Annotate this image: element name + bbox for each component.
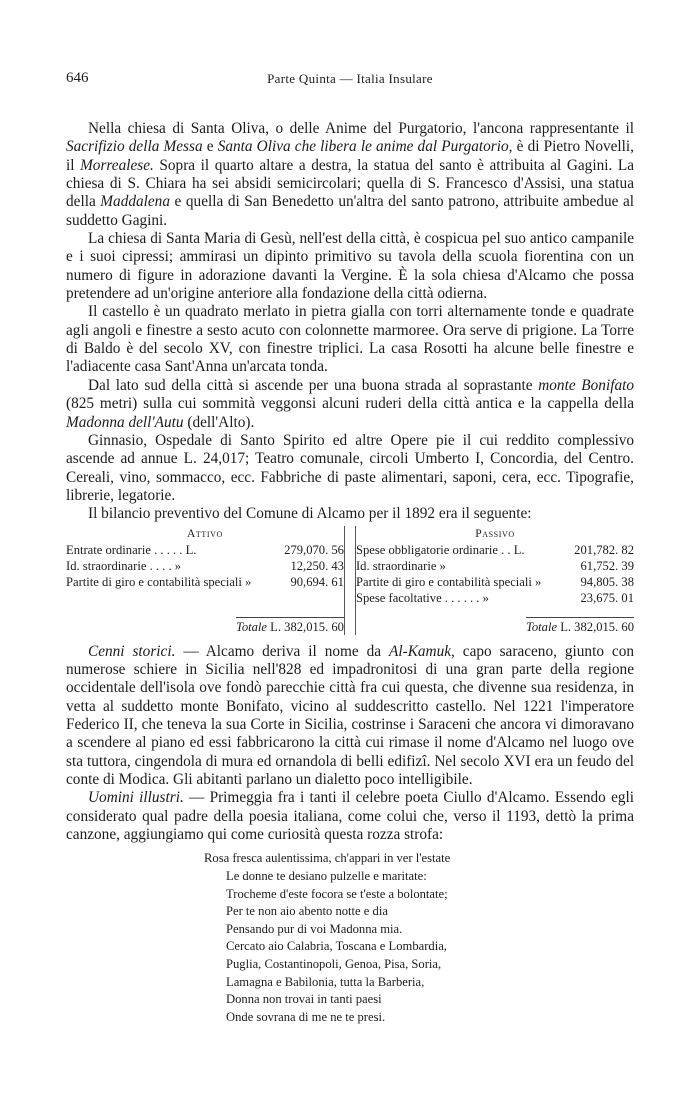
poem-line: Le donne te desiano pulzelle e maritate: [226,868,427,883]
passivo-label: Partite di giro e contabilità speciali » [355,574,542,589]
passivo-label: Spese facoltative . . . . . . » [355,590,489,605]
passivo-header: Passivo [475,527,515,540]
passivo-label: Spese obbligatorie ordinarie . . L. [355,542,525,557]
attivo-value: 12,250. 43 [290,558,344,573]
bilancio-row [66,574,634,590]
attivo-value [276,590,344,610]
bilancio-total-row [66,610,634,635]
paragraph-bilancio-intro: Il bilancio preventivo del Comune di Alcamo per il 1892 era il seguente: [88,505,532,523]
poem-line: Donna non trovai in tanti paesi [226,992,382,1007]
passivo-value: 94,805. 38 [580,574,634,589]
passivo-label: Id. straordinarie » [355,558,446,573]
poem-line: Per te non aio abento notte e dia [226,904,388,919]
paragraph-uomini-illustri: Uomini illustri. — Primeggia fra i tanti il celebre poeta Ciullo d'Alcamo. Essendo egli considerato qual padre della poesia italiana, come colui che, verso il 1193, dettò la prima canzone, aggiungiamo qui come curiosità questa rozza strofa: [66,789,635,843]
paragraph-cenni-storici: Cenni storici. — Alcamo deriva il nome da Al-Kamuk, capo saraceno, giunto con numerose schiere in Sicilia nell'828 ed impadronitosi di una gran parte della regione occidentale dell'isola ove fondò parecchie città fra cui questa, che divenne sua residenza, in vetta al suddetto monte Bonifato, vicino al suddescritto castello. Nel 1221 l'imperatore Federico II, che teneva la sua Corte in Sicilia, costrinse i Saraceni che ancora vi dimoravano a scendere al piano ed essi fabbricarono la città cui rimase il nome d'Alcamo nel luogo ove sta tuttora, cingendola di mura ed ornandola di belli edifizî. Nel secolo XVI era un feudo del conte di Modica. Gli abitanti parlano un dialetto poco intelligibile. [66,642,634,788]
page-body [66,120,634,1026]
poem-line: Trocheme d'este focora se t'este a bolontate; [226,886,448,901]
poem-line: Lamagna e Babilonia, tutta la Barberia, [226,974,425,989]
poem-line: Onde sovrana di me ne te presi. [226,1009,386,1024]
passivo-value: 61,752. 39 [580,558,634,573]
attivo-header: Attivo [187,527,223,540]
attivo-value: 279,070. 56 [284,542,344,557]
poem [204,850,634,1026]
bilancio-header-row [66,526,634,542]
bilancio-row [66,542,634,558]
poem-line: Rosa fresca aulentissima, ch'appari in ver l'estate [204,851,451,866]
poem-line: Puglia, Costantinopoli, Genoa, Pisa, Soria, [226,956,442,971]
passivo-total: Totale L. 382,015. 60 [355,610,634,635]
attivo-label: Id. straordinarie . . . . » [66,558,182,573]
paragraph-monte-bonifato: Dal lato sud della città si ascende per una buona strada al soprastante monte Bonifato (825 metri) sulla cui sommità veggonsi alcuni ruderi della città antica e la cappella della Madonna dell'Autu (dell'Alto). [66,376,634,431]
passivo-value: 201,782. 82 [574,542,634,557]
attivo-label: Entrate ordinarie . . . . . L. [66,542,197,557]
paragraph-santa-oliva: Nella chiesa di Santa Oliva, o delle Anime del Purgatorio, l'ancona rappresentante il Sacrifizio della Messa e Santa Oliva che libera le anime dal Purgatorio, è di Pietro Novelli, il Morrealese. Sopra il quarto altare a destra, la statua del santo è attribuita al Gagini. La chiesa di S. Chiara ha sei absidi semicircolari; quella di S. Francesco d'Assisi, una statua della Maddalena e quella di San Benedetto un'altra del santo patrono, attribuite ambedue al suddetto Gagini. [66,120,634,229]
bilancio-row [66,558,634,574]
poem-line: Pensando pur di voi Madonna mia. [226,921,403,936]
running-title: Parte Quinta — Italia Insulare [267,71,433,86]
page-number: 646 [66,70,89,86]
attivo-total: Totale L. 382,015. 60 [66,610,344,635]
passivo-value: 23,675. 01 [580,590,634,605]
attivo-label [66,590,276,610]
paragraph-castello: Il castello è un quadrato merlato in pietra gialla con torri alternamente tonde e quadrate agli angoli e finestre a sesto acuto con colonnette marmoree. Ora serve di prigione. La Torre di Baldo è del secolo XV, con finestre triplici. La casa Rosotti ha alcune belle finestre e l'adiacente casa Sant'Anna un'arcata tonda. [66,303,634,376]
attivo-label: Partite di giro e contabilità speciali » [66,574,252,589]
paragraph-santa-maria: La chiesa di Santa Maria di Gesù, nell'est della città, è cospicua pel suo antico campanile e i suoi cipressi; ammirasi un dipinto primitivo su tavola della scuola fiorentina con un numero di figure in adorazione davanti la Vergine. È la sola chiesa d'Alcamo che possa pretendere ad un'origine anteriore alla fondazione della città odierna. [66,230,634,303]
bilancio-table [66,526,634,635]
column-separator [344,526,355,542]
attivo-value: 90,694. 61 [290,574,344,589]
paragraph-ginnasio: Ginnasio, Ospedale di Santo Spirito ed altre Opere pie il cui reddito complessivo ascende ad annue L. 24,017; Teatro comunale, circoli Umberto I, Concordia, del Centro. Cereali, vino, sommacco, ecc. Fabbriche di paste alimentari, saponi, cera, ecc. Tipografie, librerie, legatorie. [66,431,634,504]
poem-line: Cercato aio Calabria, Toscana e Lombardia, [226,939,447,954]
page-header [66,70,634,92]
bilancio-row [66,590,634,610]
